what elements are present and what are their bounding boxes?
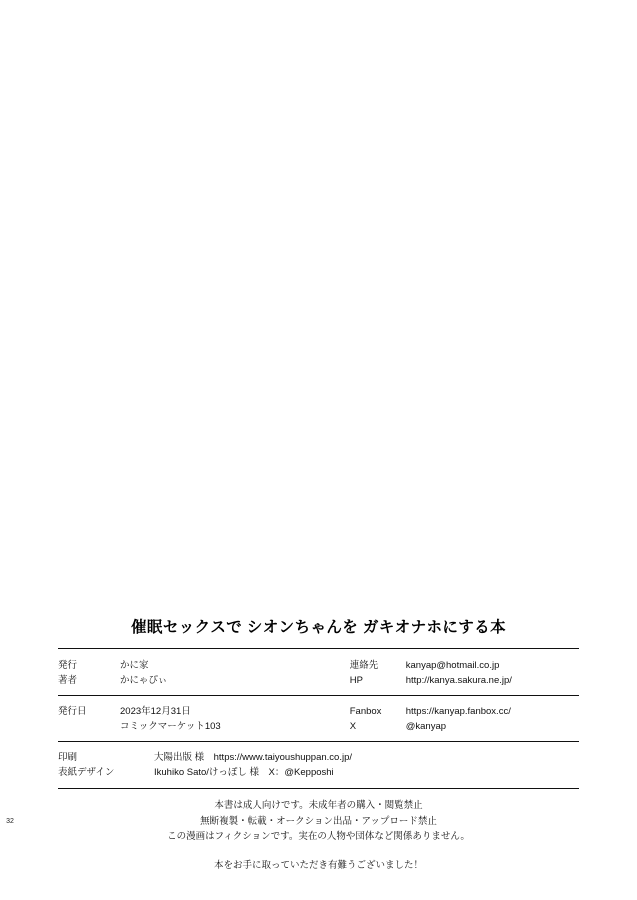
legal-notice-block bbox=[58, 798, 579, 845]
divider-top bbox=[58, 648, 579, 649]
contact-label: 連絡先 bbox=[349, 660, 379, 671]
printing-value: 大陽出版 様 https://www.taiyoushuppan.co.jp/ bbox=[154, 752, 352, 763]
thanks-message: 本をお手に取っていただき有難うございました！ bbox=[213, 859, 423, 871]
notice-line: 無断複製・転載・オークション出品・アップロード禁止 bbox=[200, 815, 437, 827]
publisher-label: 発行 bbox=[58, 660, 78, 671]
publisher-info-block bbox=[58, 658, 579, 688]
info-row bbox=[58, 704, 579, 719]
publisher-value: かに家 bbox=[120, 660, 149, 671]
info-row bbox=[58, 673, 579, 688]
publish-date-value: 2023年12月31日 bbox=[120, 706, 191, 717]
colophon-block bbox=[58, 615, 579, 873]
notice-line: 本書は成人向けです。未成年者の購入・閲覧禁止 bbox=[214, 800, 423, 811]
contact-email: kanyap@hotmail.co.jp bbox=[405, 660, 500, 671]
date-info-block bbox=[58, 704, 579, 734]
divider-bottom bbox=[58, 788, 579, 789]
x-label: X bbox=[349, 721, 357, 732]
print-info-block bbox=[58, 750, 579, 780]
cover-design-label: 表紙デザイン bbox=[58, 767, 115, 778]
printing-label: 印刷 bbox=[58, 752, 78, 763]
event-label bbox=[58, 719, 120, 734]
info-row-right bbox=[350, 704, 579, 719]
spacer bbox=[58, 845, 579, 858]
divider-middle-2 bbox=[58, 741, 579, 742]
info-row-left bbox=[58, 719, 350, 734]
x-handle: @kanyap bbox=[405, 721, 447, 732]
cover-design-value: Ikuhiko Sato/けっぽし 様 X：@Kepposhi bbox=[154, 767, 334, 778]
info-row-right bbox=[350, 673, 579, 688]
page-number: 32 bbox=[6, 818, 14, 825]
fanbox-label: Fanbox bbox=[349, 706, 382, 717]
info-row-left bbox=[58, 658, 350, 673]
publish-date-label: 発行日 bbox=[58, 706, 87, 717]
print-row bbox=[58, 765, 579, 780]
print-row bbox=[58, 750, 579, 765]
fanbox-url: https://kanyap.fanbox.cc/ bbox=[405, 706, 511, 717]
info-row bbox=[58, 658, 579, 673]
info-row-right bbox=[350, 658, 579, 673]
info-row-left bbox=[58, 704, 350, 719]
hp-label: HP bbox=[349, 675, 363, 686]
info-row bbox=[58, 719, 579, 734]
notice-line: この漫画はフィクションです。実在の人物や団体など関係ありません。 bbox=[167, 831, 470, 842]
info-row-left bbox=[58, 673, 350, 688]
info-row-right bbox=[350, 719, 579, 734]
hp-url: http://kanya.sakura.ne.jp/ bbox=[405, 675, 512, 686]
divider-middle-1 bbox=[58, 695, 579, 696]
author-label: 著者 bbox=[58, 675, 78, 686]
author-value: かにゃぴぃ bbox=[120, 675, 168, 686]
colophon-title: 催眠セックスで シオンちゃんを ガキオナホにする本 bbox=[131, 619, 506, 636]
event-value: コミックマーケット103 bbox=[120, 721, 221, 732]
